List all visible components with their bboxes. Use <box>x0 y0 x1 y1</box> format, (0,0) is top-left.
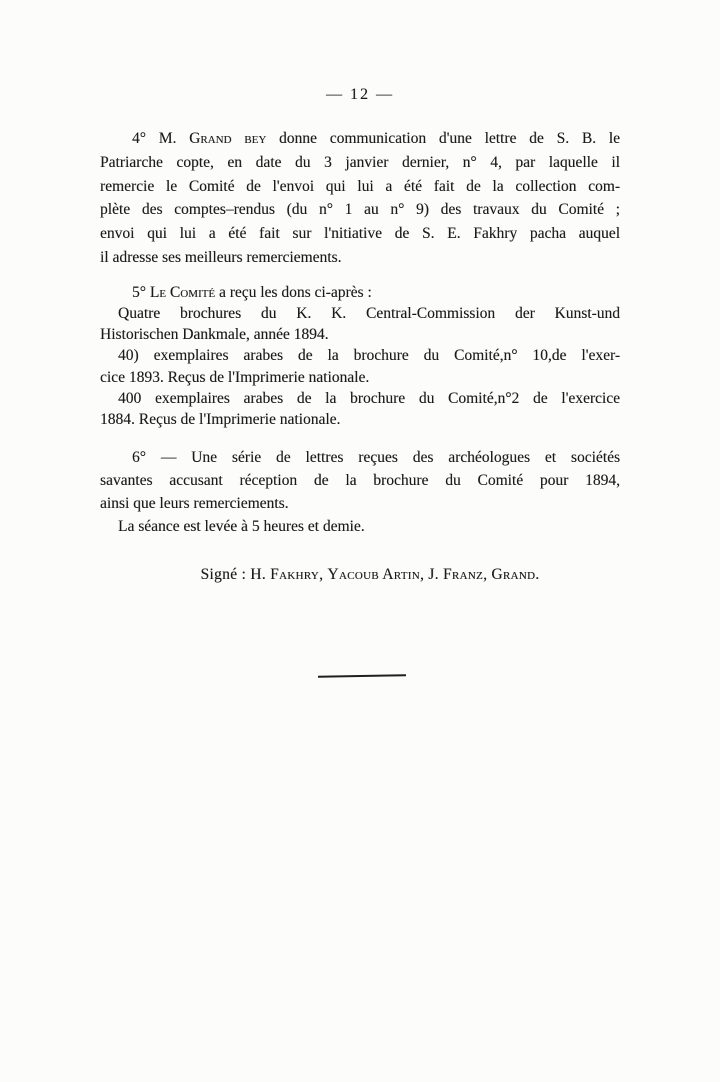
page-paragraphs <box>100 127 620 538</box>
text-segment: , J. <box>419 566 443 583</box>
text-segment: 6° — Une série de lettres reçues des archéologues et sociétés <box>132 449 620 467</box>
small-caps-text: Yacoub Artin <box>327 566 420 583</box>
paragraph-item-6 <box>100 446 620 538</box>
text-line <box>100 367 620 388</box>
text-segment: . <box>535 566 540 583</box>
text-line <box>100 446 620 469</box>
text-line <box>100 222 620 246</box>
text-line <box>100 151 620 175</box>
text-line <box>100 127 620 151</box>
small-caps-text: Grand bey <box>189 130 267 147</box>
text-segment: plète des comptes–rendus (du n° 1 au n° 9) des travaux du Comité ; <box>100 201 620 219</box>
text-segment: ainsi que leurs remerciements. <box>100 495 289 513</box>
text-segment: , <box>319 566 328 583</box>
text-line <box>100 515 620 538</box>
text-line <box>100 388 620 409</box>
text-segment: , <box>483 566 492 583</box>
small-caps-text: Franz <box>442 566 484 583</box>
small-caps-text: Grand <box>491 566 536 583</box>
text-segment: 400 exemplaires arabes de la brochure du Comité,n°2 de l'exercice <box>118 389 620 407</box>
text-line <box>100 303 620 324</box>
text-line <box>100 282 620 303</box>
text-segment: 1884. Reçus de l'Imprimerie nationale. <box>100 411 341 428</box>
text-segment: Signé : H. <box>200 566 271 583</box>
signature-line <box>110 566 630 584</box>
text-segment: donne communication d'une lettre de S. B. le <box>266 130 620 147</box>
text-line <box>100 246 620 270</box>
text-segment: a reçu les dons ci-après : <box>215 283 372 301</box>
text-segment: Historischen Dankmale, année 1894. <box>100 326 329 344</box>
page-number-header: — 12 — <box>326 86 394 103</box>
small-caps-text: Le Comité <box>149 283 216 301</box>
text-segment: 5° <box>132 283 150 301</box>
text-segment: envoi qui lui a été fait sur l'nitiative de S. E. Fakhry pacha auquel <box>100 225 620 243</box>
text-segment: savantes accusant réception de la brochure du Comité pour 1894, <box>100 472 620 490</box>
text-segment: Patriarche copte, en date du 3 janvier dernier, n° 4, par laquelle il <box>100 153 620 171</box>
text-line <box>100 409 620 430</box>
text-segment: il adresse ses meilleurs remerciements. <box>100 248 342 266</box>
paragraph-item-4 <box>100 127 620 270</box>
text-line <box>100 492 620 515</box>
text-line <box>100 198 620 222</box>
text-segment: remercie le Comité de l'envoi qui lui a été fait de la collection com- <box>100 177 620 195</box>
text-segment: 40) exemplaires arabes de la brochure du Comité,n° 10,de l'exer- <box>118 347 620 365</box>
text-segment: cice 1893. Reçus de l'Imprimerie nationale. <box>100 368 370 386</box>
small-caps-text: Fakhry <box>270 566 320 583</box>
text-line <box>100 469 620 492</box>
text-line <box>100 324 620 345</box>
text-segment: Quatre brochures du K. K. Central-Commission der Kunst-und <box>118 304 620 322</box>
end-of-section-rule <box>318 674 406 678</box>
text-segment: 4° M. <box>132 130 190 147</box>
text-line <box>100 345 620 366</box>
text-segment: La séance est levée à 5 heures et demie. <box>118 518 365 536</box>
text-line <box>100 175 620 199</box>
paragraph-item-5 <box>100 282 620 430</box>
